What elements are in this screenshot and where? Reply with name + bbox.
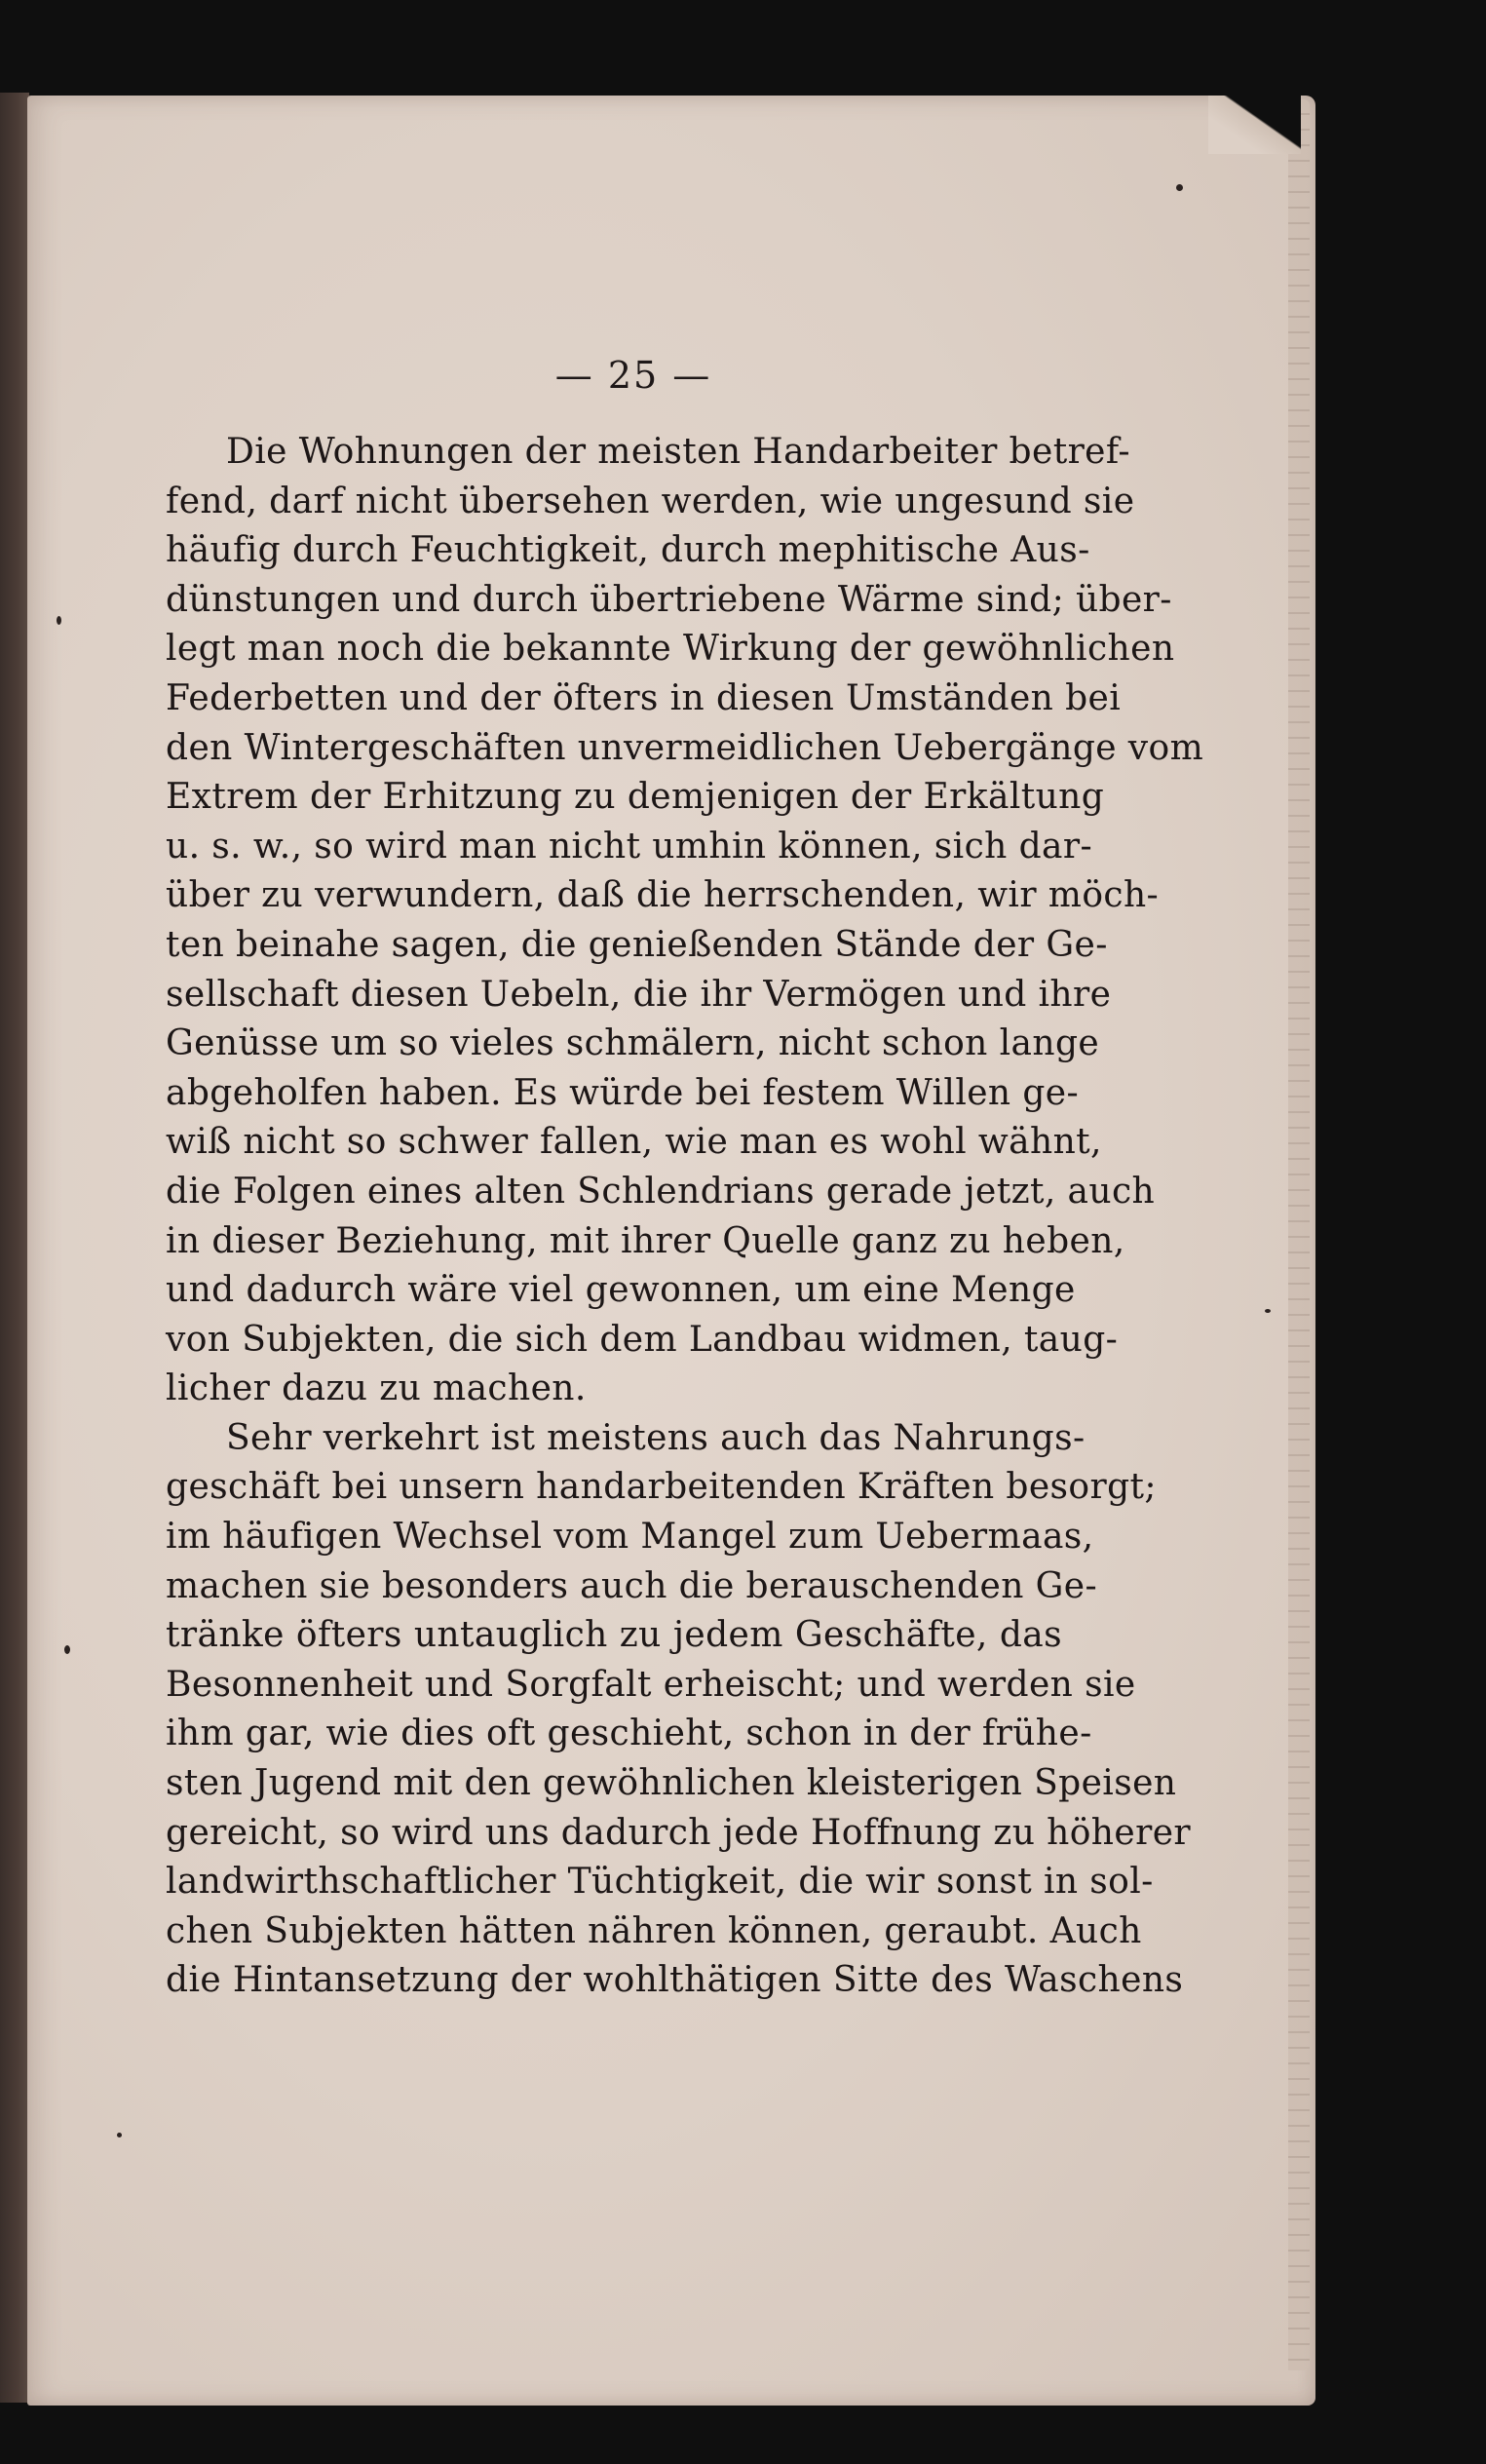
text-line: sellschaft diesen Uebeln, die ihr Vermögen und ihre	[166, 974, 1112, 1015]
text-line: machen sie besonders auch die berauschenden Ge-	[166, 1565, 1098, 1606]
ink-speck	[1265, 1309, 1271, 1313]
text-line: den Wintergeschäften unvermeidlichen Uebergänge vom	[166, 727, 1204, 768]
text-line: von Subjekten, die sich dem Landbau widmen, taug-	[166, 1319, 1119, 1360]
text-line: Genüsse um so vieles schmälern, nicht schon lange	[166, 1023, 1100, 1064]
text-line: tränke öfters untauglich zu jedem Geschäfte, das	[166, 1615, 1062, 1656]
ink-speck	[64, 1645, 70, 1654]
page-corner-fold	[1208, 96, 1301, 154]
text-line: abgeholfen haben. Es würde bei festem Willen ge-	[166, 1072, 1080, 1113]
page-edge-stack	[1288, 99, 1310, 2370]
text-line: Federbetten und der öfters in diesen Umständen bei	[166, 677, 1122, 718]
text-line: chen Subjekten hätten nähren können, geraubt. Auch	[166, 1910, 1142, 1951]
paragraph-2	[166, 1414, 1192, 2006]
text-line: sten Jugend mit den gewöhnlichen kleisterigen Speisen	[166, 1763, 1177, 1804]
text-line: Extrem der Erhitzung zu demjenigen der Erkältung	[166, 777, 1105, 818]
text-line: wiß nicht so schwer fallen, wie man es wohl wähnt,	[166, 1122, 1102, 1163]
text-line: Besonnenheit und Sorgfalt erheischt; und werden sie	[166, 1664, 1136, 1705]
page-text-block	[166, 346, 1204, 2006]
ink-speck	[1176, 184, 1183, 191]
text-line: Sehr verkehrt ist meistens auch das Nahrungs-	[226, 1417, 1086, 1458]
text-line: landwirthschaftlicher Tüchtigkeit, die wir sonst in sol-	[166, 1862, 1154, 1903]
paragraph-1	[166, 428, 1204, 1414]
text-line: legt man noch die bekannte Wirkung der gewöhnlichen	[166, 629, 1175, 670]
text-line: über zu verwundern, daß die herrschenden, wir möch-	[166, 875, 1160, 916]
text-line: geschäft bei unsern handarbeitenden Kräften besorgt;	[166, 1467, 1157, 1508]
text-line: dünstungen und durch übertriebene Wärme sind; über-	[166, 579, 1172, 620]
text-line: fend, darf nicht übersehen werden, wie ungesund sie	[166, 481, 1135, 521]
text-line: in dieser Beziehung, mit ihrer Quelle ganz zu heben,	[166, 1220, 1125, 1261]
text-line: u. s. w., so wird man nicht umhin können, sich dar-	[166, 826, 1093, 866]
book-gutter	[0, 93, 29, 2403]
text-line: ihm gar, wie dies oft geschieht, schon in der frühe-	[166, 1713, 1092, 1754]
ink-speck	[117, 2133, 122, 2137]
text-line: ten beinahe sagen, die genießenden Stände der Ge-	[166, 924, 1108, 965]
text-line: die Hintansetzung der wohlthätigen Sitte des Waschens	[166, 1960, 1184, 2001]
text-line: im häufigen Wechsel vom Mangel zum Uebermaas,	[166, 1517, 1094, 1558]
text-line: gereicht, so wird uns dadurch jede Hoffnung zu höherer	[166, 1812, 1192, 1853]
ink-speck	[57, 616, 61, 625]
text-line: und dadurch wäre viel gewonnen, um eine Menge	[166, 1270, 1076, 1311]
text-line: licher dazu zu machen.	[166, 1368, 587, 1409]
text-line: häufig durch Feuchtigkeit, durch mephitische Aus-	[166, 530, 1090, 571]
text-line: Die Wohnungen der meisten Handarbeiter betref-	[226, 432, 1130, 472]
page-number-header: — 25 —	[554, 354, 712, 397]
text-line: die Folgen eines alten Schlendrians gerade jetzt, auch	[166, 1171, 1156, 1212]
